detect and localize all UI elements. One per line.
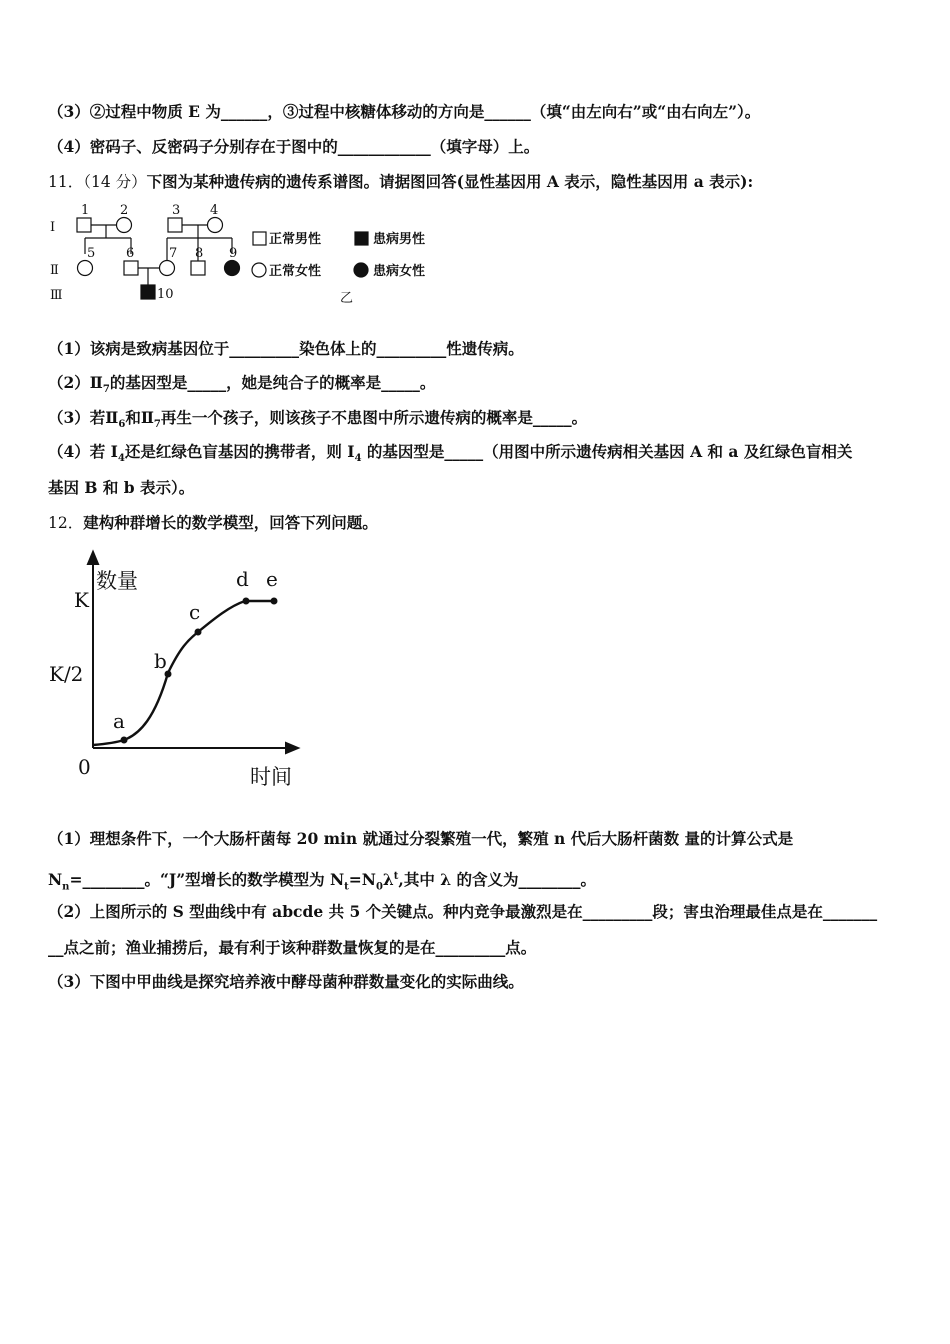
pedigree-label-2: 2 (120, 203, 129, 218)
q11-part4-b: 还是红绿色盲基因的携带者，则 I (124, 442, 355, 461)
graph-origin-label: 0 (78, 755, 91, 779)
q11-part3-c: 再生一个孩子，则该孩子不患图中所示遗传病的概率是_____。 (160, 408, 588, 427)
pedigree-label-8: 8 (195, 246, 204, 261)
q11-part2-b: 的基因型是_____，她是纯合子的概率是_____。 (109, 373, 436, 392)
q11-part3 (48, 408, 587, 435)
q12-part1-sup-t: t (393, 871, 399, 882)
q11-part3-b: 和Ⅱ (125, 408, 154, 427)
q12-part1-sub-0: 0 (375, 881, 383, 893)
pedigree-caption: 乙 (340, 291, 354, 306)
pedigree-individual-2 (117, 218, 132, 233)
pedigree-individual-1 (77, 218, 91, 232)
q12-part1-sub-t: t (344, 881, 349, 893)
curve-point-c (195, 629, 202, 636)
pedigree-individual-3 (168, 218, 182, 232)
curve-point-e (271, 598, 278, 605)
q12-part1-formula (48, 867, 596, 897)
q11-score: （14 分） (83, 173, 147, 191)
x-axis-arrow (286, 743, 298, 753)
legend-affected-female-symbol (354, 263, 368, 277)
q11-number: 11． (48, 173, 84, 191)
q12-part1-sub-n: n (62, 881, 70, 893)
q12-part1-text3: ,其中 λ 的含义为________。 (398, 870, 596, 890)
curve-point-a (121, 737, 128, 744)
pedigree-label-10: 10 (157, 287, 174, 302)
graph-k-label: K (74, 588, 89, 612)
graph-ylabel: 数量 (96, 569, 138, 593)
q11-part2 (48, 373, 435, 400)
curve-point-d (243, 598, 250, 605)
pedigree-generation-1: Ⅰ (50, 220, 56, 235)
y-axis-arrow (88, 552, 98, 564)
q11-part3-sub2: 7 (153, 419, 161, 431)
pedigree-generation-3: Ⅲ (50, 288, 63, 303)
q12-part3: （3）下图中甲曲线是探究培养液中酵母菌种群数量变化的实际曲线。 (48, 972, 524, 991)
graph-khalf-label: K/2 (49, 662, 84, 686)
q11-part4-a: （4）若 I (48, 442, 118, 461)
q12-part1-text1: =________。“J”型增长的数学模型为 N (69, 870, 345, 890)
pedigree-label-4: 4 (210, 203, 219, 218)
q11-part4-sub1: 4 (117, 453, 125, 465)
q10-part3: （3）②过程中物质 E 为______，③过程中核糖体移动的方向是______（填“由左向右”或“由右向左”）。 (48, 102, 761, 121)
growth-curve-graph (40, 548, 310, 793)
legend-affected-male-label: 患病男性 (373, 232, 426, 247)
pedigree-label-3: 3 (172, 203, 181, 218)
pedigree-individual-5 (78, 261, 93, 276)
q11-stem-text: 下图为某种遗传病的遗传系谱图。请据图回答(显性基因用 A 表示，隐性基因用 a 表示): (146, 172, 754, 191)
pedigree-individual-7 (160, 261, 175, 276)
pedigree-label-5: 5 (87, 246, 96, 261)
legend-normal-female-symbol (252, 263, 266, 277)
pedigree-label-6: 6 (126, 246, 135, 261)
q11-part4-sub2: 4 (354, 453, 362, 465)
q11-part4 (48, 442, 852, 469)
graph-point-label-d: d (236, 567, 249, 591)
pedigree-generation-2: Ⅱ (50, 263, 59, 278)
q11-part2-a: （2）Ⅱ (48, 373, 103, 392)
graph-point-label-c: c (189, 600, 201, 624)
q11-stem (48, 172, 753, 192)
pedigree-individual-8 (191, 261, 205, 275)
q11-part4-c: 的基因型是_____（用图中所示遗传病相关基因 A 和 a 及红绿色盲相关 (361, 442, 853, 461)
pedigree-individual-6 (124, 261, 138, 275)
pedigree-individual-4 (208, 218, 223, 233)
q12-part2-cont: __点之前；渔业捕捞后，最有利于该种群数量恢复的是在_________点。 (48, 938, 537, 957)
q12-stem (48, 513, 378, 533)
q12-number: 12． (48, 514, 84, 532)
q11-part4-cont: 基因 B 和 b 表示）。 (48, 478, 195, 497)
pedigree-individual-10 (141, 285, 155, 299)
pedigree-label-9: 9 (229, 246, 238, 261)
q11-part3-a: （3）若Ⅱ (48, 408, 119, 427)
q12-part1-n: N (48, 870, 63, 890)
q11-part2-sub: 7 (102, 384, 110, 396)
graph-point-label-a: a (113, 709, 125, 733)
q10-part4: （4）密码子、反密码子分别存在于图中的____________（填字母）上。 (48, 137, 540, 156)
q12-part1: （1）理想条件下，一个大肠杆菌每 20 min 就通过分裂繁殖一代，繁殖 n 代后大肠杆菌数 量的计算公式是 (48, 829, 794, 848)
q11-part1: （1）该病是致病基因位于_________染色体上的_________性遗传病。 (48, 339, 524, 358)
q12-part2: （2）上图所示的 S 型曲线中有 abcde 共 5 个关键点。种内竞争最激烈是在_________段；害虫治理最佳点是在_______ (48, 902, 878, 921)
graph-point-label-e: e (266, 567, 278, 591)
q12-part1-lambda: λ (382, 870, 394, 890)
q12-part1-text2: =N (348, 870, 376, 890)
graph-point-label-b: b (154, 649, 167, 673)
legend-affected-male-symbol (355, 232, 368, 245)
legend-affected-female-label: 患病女性 (373, 264, 426, 279)
legend-normal-female-label: 正常女性 (269, 264, 322, 279)
graph-xlabel: 时间 (250, 765, 292, 789)
q11-part3-sub1: 6 (118, 419, 126, 431)
pedigree-chart (40, 198, 460, 310)
legend-normal-male-symbol (253, 232, 266, 245)
pedigree-individual-9 (225, 261, 240, 276)
legend-normal-male-label: 正常男性 (269, 232, 322, 247)
pedigree-label-1: 1 (81, 203, 90, 218)
pedigree-label-7: 7 (169, 246, 178, 261)
q12-stem-text: 建构种群增长的数学模型，回答下列问题。 (83, 513, 378, 532)
